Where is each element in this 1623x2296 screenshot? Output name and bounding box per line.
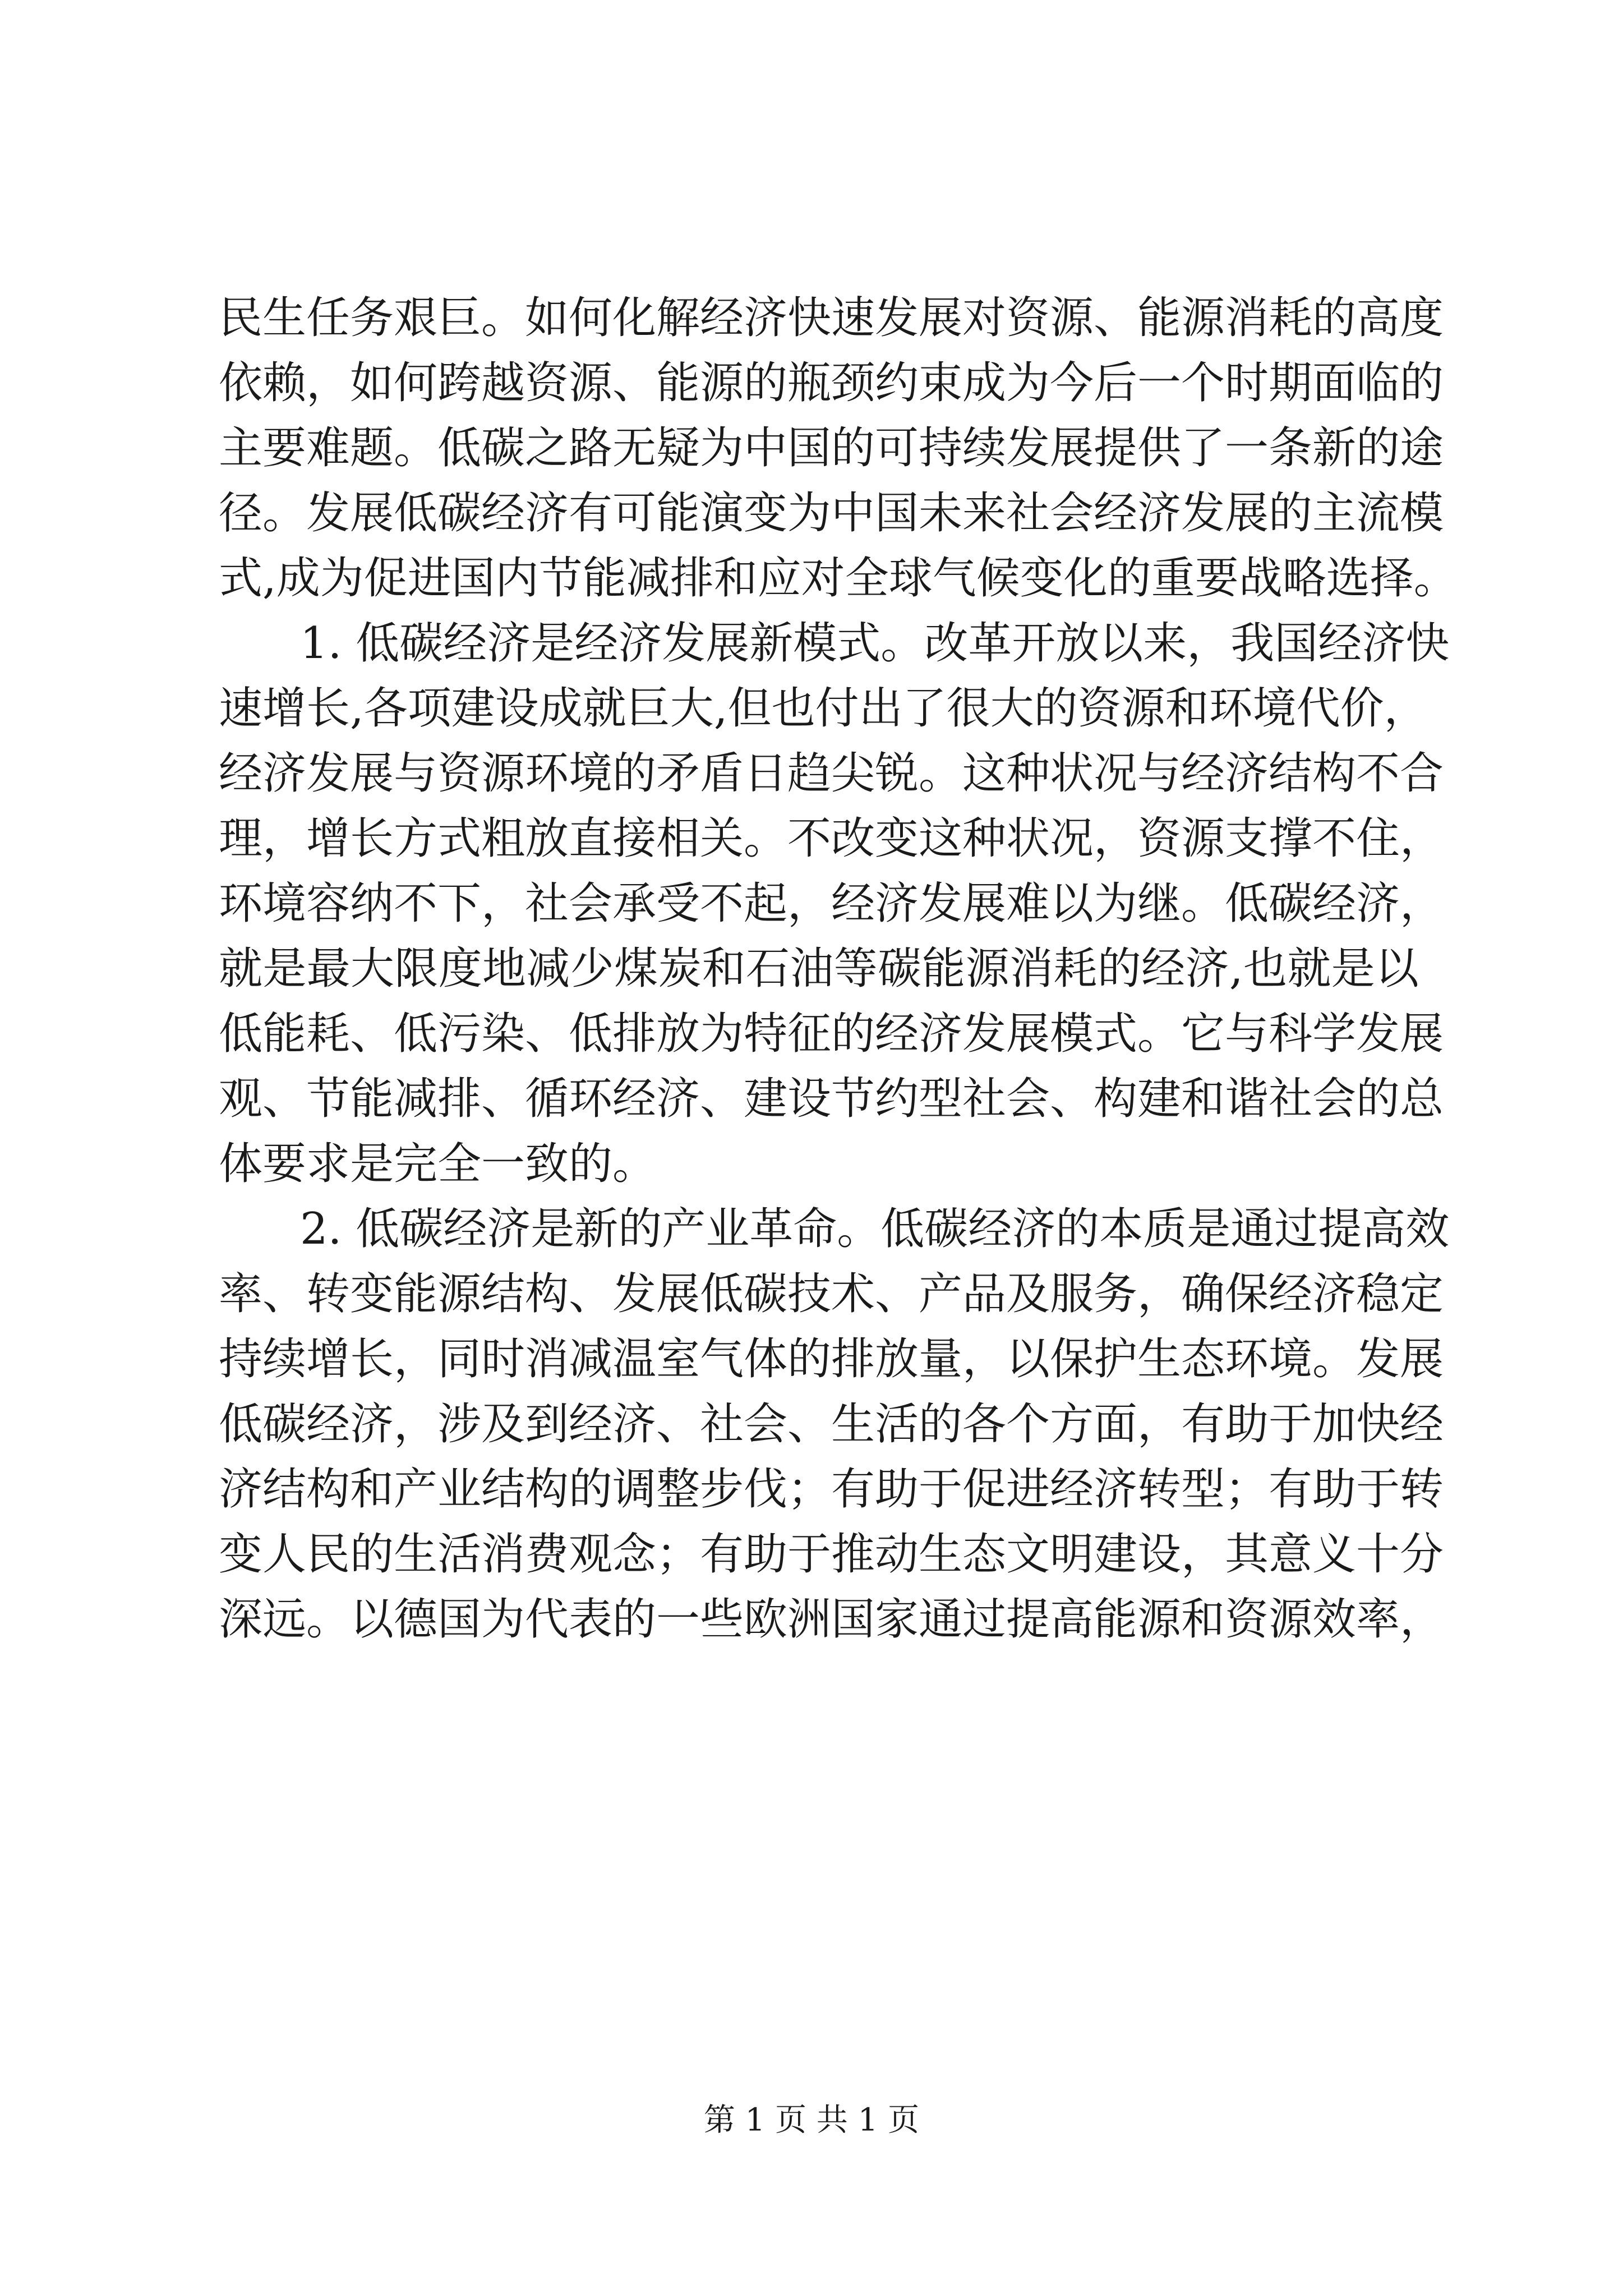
text-line: 低能耗、低污染、低排放为特征的经济发展模式。它与科学发展 [219, 1009, 1444, 1059]
text-line: 速增长,各项建设成就巨大,但也付出了很大的资源和环境代价， [219, 683, 1428, 734]
text-line: 变人民的生活消费观念；有助于推动生态文明建设，其意义十分 [219, 1529, 1444, 1580]
text-line: 依赖，如何跨越资源、能源的瓶颈约束成为今后一个时期面临的 [219, 358, 1444, 408]
page-footer: 第 1 页 共 1 页 [703, 2102, 920, 2138]
text-line: 2. 低碳经济是新的产业革命。低碳经济的本质是通过提高效 [300, 1204, 1450, 1254]
text-line: 1. 低碳经济是经济发展新模式。改革开放以来，我国经济快 [300, 618, 1450, 669]
text-line: 持续增长，同时消减温室气体的排放量，以保护生态环境。发展 [219, 1334, 1444, 1384]
text-line: 体要求是完全一致的。 [219, 1139, 657, 1189]
text-line: 民生任务艰巨。如何化解经济快速发展对资源、能源消耗的高度 [219, 293, 1444, 343]
text-line: 环境容纳不下，社会承受不起，经济发展难以为继。低碳经济， [219, 878, 1444, 929]
text-line: 径。发展低碳经济有可能演变为中国未来社会经济发展的主流模 [219, 488, 1444, 539]
text-line: 式,成为促进国内节能减排和应对全球气候变化的重要战略选择。 [219, 553, 1458, 604]
text-line: 率、转变能源结构、发展低碳技术、产品及服务，确保经济稳定 [219, 1269, 1444, 1319]
text-line: 济结构和产业结构的调整步伐；有助于促进经济转型；有助于转 [219, 1464, 1444, 1515]
text-line: 经济发展与资源环境的矛盾日趋尖锐。这种状况与经济结构不合 [219, 748, 1444, 799]
text-line: 理，增长方式粗放直接相关。不改变这种状况，资源支撑不住， [219, 813, 1444, 864]
text-line: 主要难题。低碳之路无疑为中国的可持续发展提供了一条新的途 [219, 423, 1444, 473]
text-line: 就是最大限度地减少煤炭和石油等碳能源消耗的经济,也就是以 [219, 944, 1419, 994]
text-line: 观、节能减排、循环经济、建设节约型社会、构建和谐社会的总 [219, 1074, 1444, 1124]
text-line: 深远。以德国为代表的一些欧洲国家通过提高能源和资源效率， [219, 1594, 1444, 1645]
text-line: 低碳经济，涉及到经济、社会、生活的各个方面，有助于加快经 [219, 1399, 1444, 1450]
